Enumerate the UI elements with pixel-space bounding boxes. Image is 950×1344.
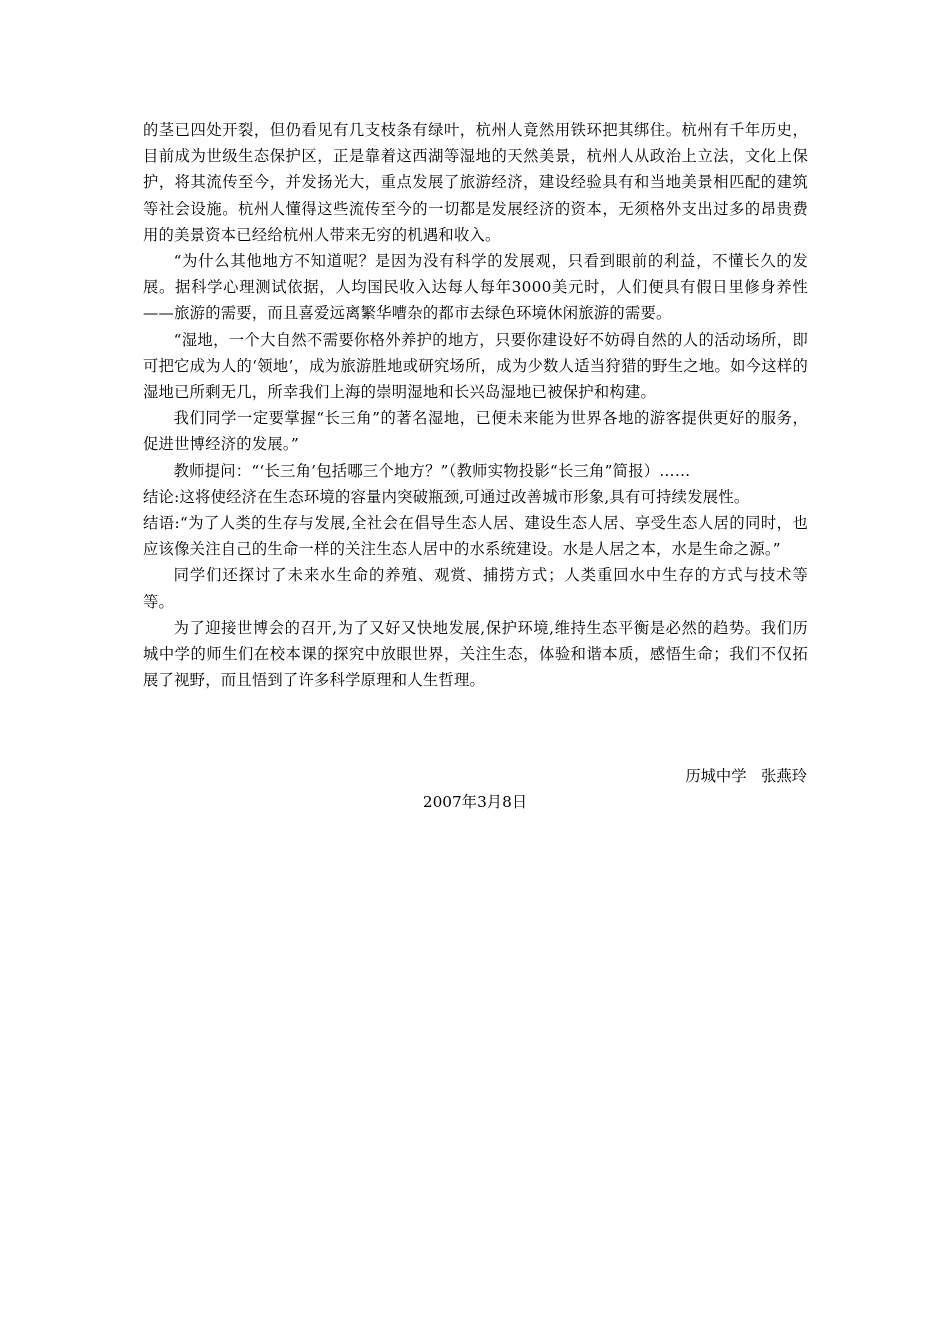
paragraph-3: “湿地，一个大自然不需要你格外养护的地方，只要你建设好不妨碍自然的人的活动场所，即可把它成为人的‘领地’，成为旅游胜地或研究场所，成为少数人适当狩猎的野生之地。如今这样的湿地已所剩无几，所幸我们上海的崇明湿地和长兴岛湿地已被保护和构建。 bbox=[143, 330, 808, 402]
paragraph-1: 的茎已四处开裂，但仍看见有几支枝条有绿叶，杭州人竟然用铁环把其绑住。杭州有千年历史，目前成为世级生态保护区，正是靠着这西湖等湿地的天然美景，杭州人从政治上立法，文化上保护，将其流传至今，并发扬光大，重点发展了旅游经济，建设经验具有和当地美景相匹配的建筑等社会设施。杭州人懂得这些流传至今的一切都是发展经济的资本，无须格外支出过多的昂贵费用的美景资本已经给杭州人带来无穷的机遇和收入。 bbox=[143, 121, 808, 244]
paragraph-4: 我们同学一定要掌握“长三角”的著名湿地，已便未来能为世界各地的游客提供更好的服务，促进世博经济的发展。” bbox=[143, 409, 808, 454]
paragraph-5: 教师提问：“‘长三角’包括哪三个地方？”（教师实物投影“长三角”简报）…… bbox=[173, 461, 691, 480]
paragraph-conclusion: 结论:这将使经济在生态环境的容量内突破瓶颈,可通过改善城市形象,具有可持续发展性。 bbox=[143, 487, 750, 506]
paragraph-2: “为什么其他地方不知道呢？是因为没有科学的发展观，只看到眼前的利益，不懂长久的发展。据科学心理测试依据，人均国民收入达每人每年3000美元时，人们便具有假日里修身养性——旅游的需要，而且喜爱远离繁华嘈杂的都市去绿色环境休闲旅游的需要。 bbox=[143, 252, 808, 323]
paragraph-closing-remarks: 结语:“为了人类的生存与发展,全社会在倡导生态人居、建设生态人居、享受生态人居的同时，也应该像关注自己的生命一样的关注生态人居中的水系统建设。水是人居之本，水是生命之源。” bbox=[143, 514, 808, 559]
paragraph-8: 同学们还探讨了未来水生命的养殖、观赏、捕捞方式；人类重回水中生存的方式与技术等等。 bbox=[143, 566, 808, 611]
author-signature: 历城中学 张燕玲 bbox=[685, 767, 807, 785]
paragraph-9: 为了迎接世博会的召开,为了又好又快地发展,保护环境,维持生态平衡是必然的趋势。我们历城中学的师生们在校本课的探究中放眼世界，关注生态，体验和谐本质，感悟生命；我们不仅拓展了视野，而且悟到了许多科学原理和人生哲理。 bbox=[143, 618, 808, 690]
document-date: 2007年3月8日 bbox=[422, 793, 528, 811]
